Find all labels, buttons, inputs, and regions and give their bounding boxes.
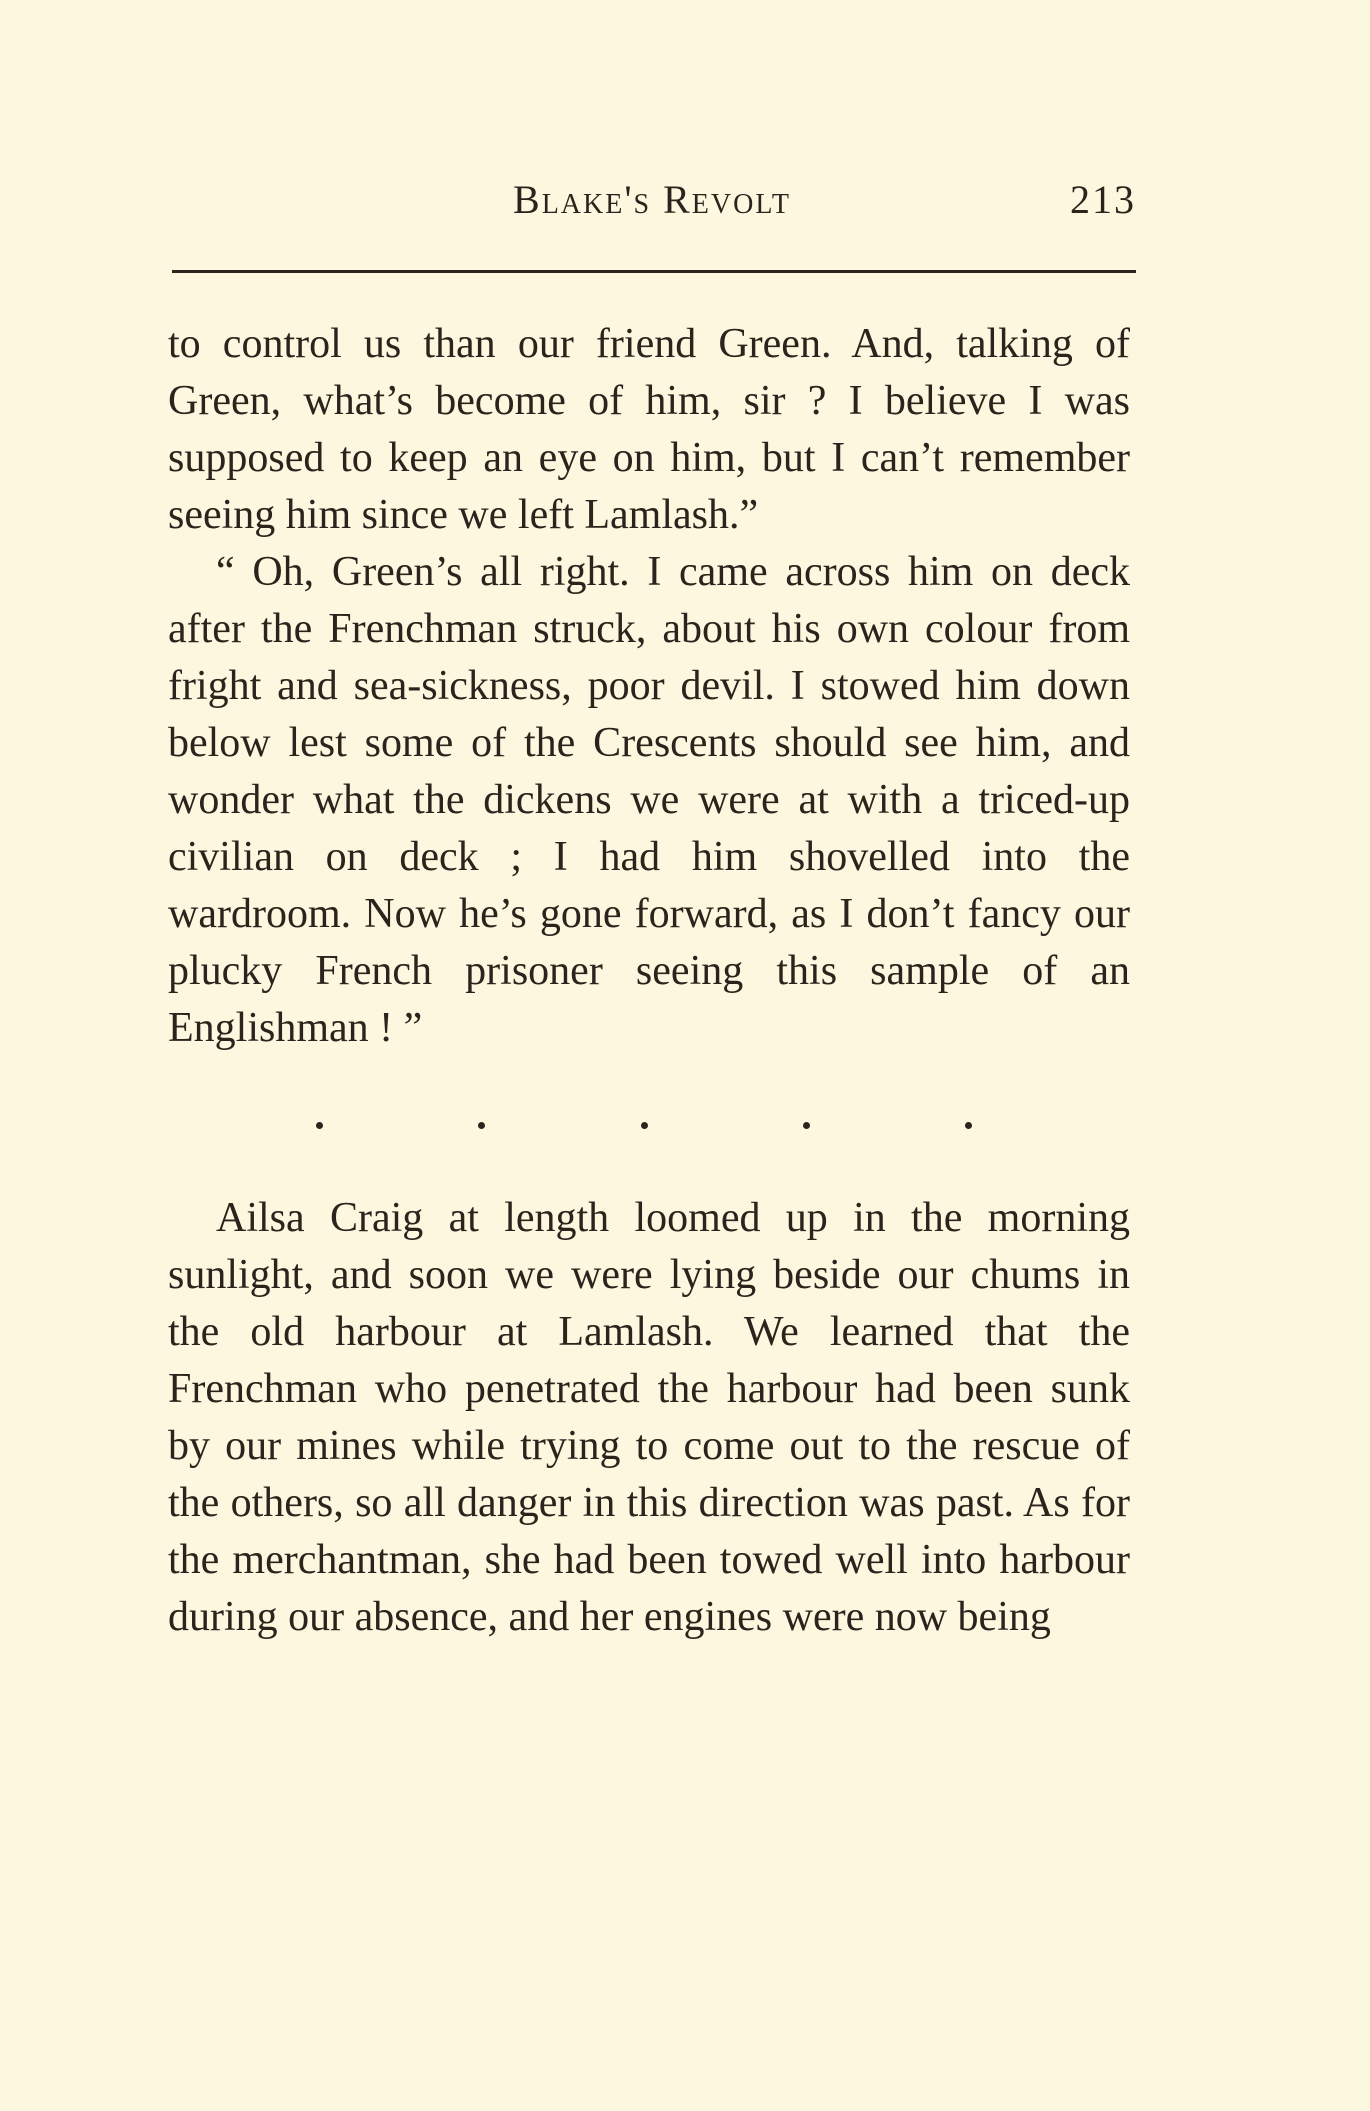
section-break-dot	[478, 1122, 485, 1129]
section-break-dot	[316, 1122, 323, 1129]
page-number: 213	[1070, 177, 1136, 222]
paragraph-dialogue: “ Oh, Green’s all right. I came across him on deck after the Frenchman struck, about his own colour from fright and sea-sickness, poor devil. I stowed him down below lest some of the Crescents should see him, and wonder what the dickens we were at with a triced-up civilian on deck ; I had him shovelled into the wardroom. Now he’s gone forward, as I don’t fancy our plucky French prisoner seeing this sample of an Englishman ! ”	[168, 549, 1130, 1051]
section-break-dot	[641, 1122, 648, 1129]
body-text	[168, 316, 1130, 1646]
paragraph-continued: to control us than our friend Green. And, talking of Green, what’s become of him, sir ? I believe I was supposed to keep an eye on him, but I can’t remember seeing him since we left Lamlash.”	[168, 321, 1130, 538]
running-head	[168, 172, 1136, 232]
header-rule	[172, 270, 1136, 273]
paragraph-new-section: Ailsa Craig at length loomed up in the morning sunlight, and soon we were lying beside our chums in the old harbour at Lamlash. We learned that the Frenchman who penetrated the harbour had been sunk by our mines while trying to come out to the rescue of the others, so all danger in this direction was past. As for the merchantman, she had been towed well into harbour during our absence, and her engines were now being	[168, 1195, 1130, 1640]
section-break	[316, 1097, 972, 1154]
running-title: Blake's Revolt	[513, 177, 791, 222]
section-break-dot	[965, 1122, 972, 1129]
section-break-dot	[803, 1122, 810, 1129]
